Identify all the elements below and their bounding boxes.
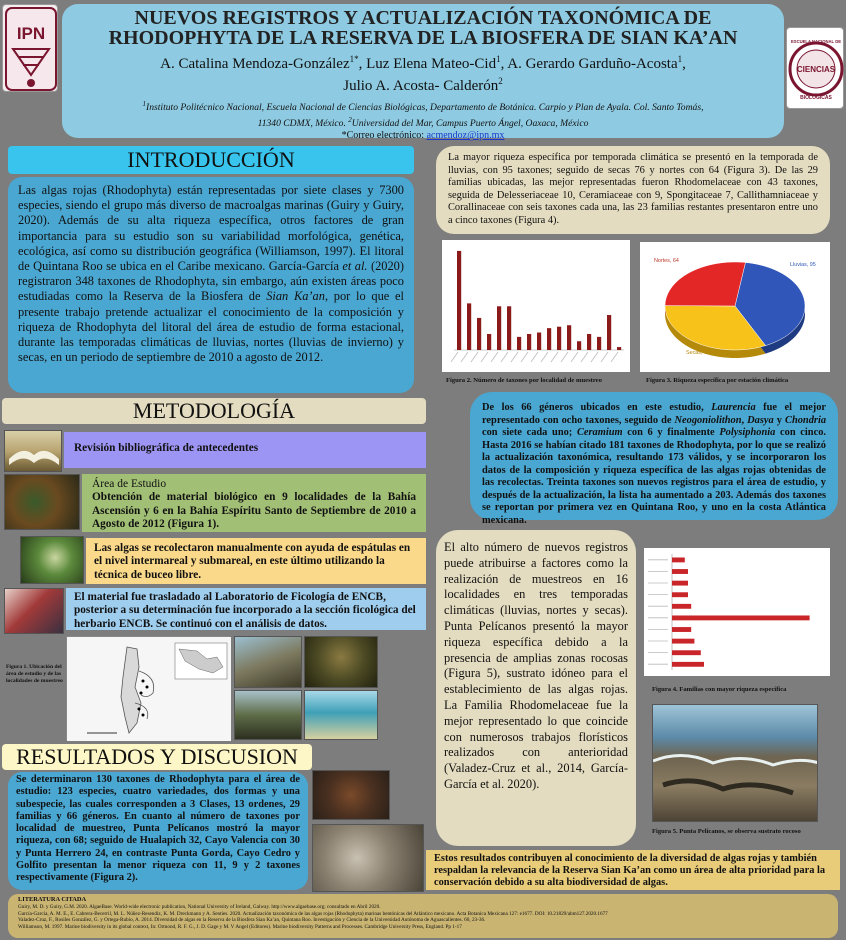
fig2-bar — [457, 251, 461, 350]
fig2-chart — [442, 240, 630, 372]
genus-polysiphonia: Polysiphonia — [719, 427, 776, 438]
fig3-caption — [646, 377, 836, 385]
affiliations — [72, 98, 774, 130]
fig2-bar — [507, 306, 511, 350]
fig2-tick-label — [451, 352, 458, 362]
literatura-box — [8, 894, 838, 938]
intro-title-box — [8, 146, 414, 174]
poster-title — [72, 8, 774, 48]
algae-collection-photo — [4, 474, 80, 530]
metodologia-title-box — [2, 398, 426, 424]
encb-logo-bottom: BIOLÓGICAS — [800, 95, 832, 101]
fig2-bar — [607, 315, 611, 350]
conclusion-body — [426, 850, 840, 890]
fig2-caption — [446, 377, 636, 385]
generos-text-6: con 6 y finalmente — [622, 427, 720, 438]
affil-2a: 11340 CDMX, México. — [257, 118, 349, 130]
study-area-map — [66, 636, 230, 740]
intro-text-2: (2020) registraron 348 taxones de Rhodophyta, sin embargo, aún existen áreas poco estudiadas como la Reserva de la Biosfera de — [18, 259, 405, 304]
encb-logo — [786, 27, 844, 109]
fig1-caption-text: Figura 1. Ubicación del área de estudio y de las localidades de muestreo — [6, 664, 63, 684]
fig3-chart — [640, 242, 830, 372]
resultados-title: RESULTADOS Y DISCUSION — [16, 744, 298, 769]
fig2-tick-label — [581, 352, 588, 362]
author-1-sup: 1* — [349, 54, 359, 64]
step-area-estudio — [82, 474, 426, 532]
resultados-title-box — [2, 744, 312, 770]
fig2-bar — [587, 334, 591, 350]
fig2-bar — [617, 347, 621, 350]
author-3-sup: 1 — [677, 54, 683, 64]
resultados-body — [8, 772, 308, 890]
field-photo-3 — [234, 690, 302, 740]
encb-logo-main: CIENCIAS — [796, 65, 836, 74]
fig2-bar — [477, 318, 481, 350]
intro-text-3: , por lo que el presente trabajo pretende actualizar el conocimiento de la composición y riqueza de Rhodophyta del litoral del área de estudio de forma estacional, durante las temporadas climáticas de lluvias, nortes (lluvias de invierno) y secas, en un periodo de septiembre de 2010 a agosto de 2012. — [18, 289, 404, 365]
fig2-tick-label — [611, 352, 618, 362]
author-2: , Luz Elena Mateo-Cid — [358, 56, 497, 72]
authors — [72, 51, 774, 95]
fig3-label: Secas, 76 — [686, 350, 710, 356]
fig4-svg — [644, 548, 830, 676]
books-photo — [4, 430, 62, 472]
fig5-caption-text: Figura 5. Punta Pelícanos, se observa sustrato rocoso — [652, 828, 801, 835]
fig4-bar — [672, 557, 685, 562]
fig2-bar — [597, 337, 601, 350]
step-laboratorio-text: El material fue trasladado al Laboratorio de Ficología de ENCB, posterior a su determinación fue incorporado a la sección ficológica del herbario ENCB. Se continuó con el análisis de datos. — [74, 591, 416, 630]
fig2-tick-label — [481, 352, 488, 362]
fig3-label: Nortes, 64 — [654, 258, 679, 264]
fig2-tick-label — [511, 352, 518, 362]
step-area-estudio-text: Obtención de material biológico en 9 localidades de la Bahía Ascensión y 6 en la Bahía Espíritu Santo de Septiembre de 2010 a Agosto de 2012 (Figura 1). — [92, 491, 416, 531]
generos-text-1: De los 66 géneros ubicados en este estudio, — [482, 402, 712, 413]
author-3: , A. Gerardo Garduño-Acosta — [500, 56, 678, 72]
metodologia-title: METODOLOGÍA — [132, 398, 296, 423]
fig4-bar — [672, 569, 688, 574]
field-photo-1 — [234, 636, 302, 688]
generos-text-2: fue el mejor representado con ocho taxones, seguido de — [482, 402, 827, 426]
fig4-chart — [644, 548, 830, 676]
algae-photo-2 — [312, 824, 424, 892]
email-label: *Correo electrónico: — [341, 130, 427, 142]
fig2-tick-label — [461, 352, 468, 362]
fig2-tick-label — [471, 352, 478, 362]
encb-logo-top: ESCUELA NACIONAL DE — [790, 39, 842, 44]
affil-2b: Universidad del Mar, Campus Puerto Ángel, Oaxaca, México — [351, 118, 589, 130]
author-4: Julio A. Acosta- Calderón — [343, 78, 499, 94]
reference-item: Guiry, M. D. y Guiry, G.M. 2020. AlgaeBase. World-wide electronic publication, National University of Ireland, Galway. http://www.algaebase.org; consultado en Abril 2020. — [18, 904, 381, 910]
riqueza-body — [436, 146, 830, 234]
fig2-bar — [567, 325, 571, 350]
fig2-bar — [527, 334, 531, 350]
generos-text-3: , — [741, 414, 748, 426]
author-2-sup: 1 — [496, 54, 501, 64]
generos-body — [470, 392, 838, 526]
fig2-bar — [467, 303, 471, 350]
fig4-caption — [652, 686, 832, 694]
intro-title: INTRODUCCIÓN — [127, 147, 295, 172]
step-area-estudio-title: Área de Estudio — [92, 478, 167, 490]
genus-ceramium: Ceramium — [576, 427, 623, 438]
reference-item: Williamson, M. 1997. Marine biodiversity in its global context, In: Ormond, R. F. G., J. D. Gage y M. V Angel (Editores). Marine biodiversity Patterns and Processes. Cambridge University Press, England. Pp 1-17 — [18, 923, 462, 930]
reference-item: García-García, A. M. E., E. Cabrera-Becerril, M. L. Núñez-Resendiz, K. M. Dreckmann y A. Sentíes. 2020. Actualización taxonómica de las algas rojas (Rhodophyta) marinas bentónicas del Atlántico mexicano. Acta Botanica Mexicana 127: e1677. DOI: 10.21829/abm127.2020.1677 — [18, 910, 608, 917]
generos-text-4: y — [773, 414, 786, 426]
fig3-caption-text: Figura 3. Riqueza específica por estación climática — [646, 377, 789, 384]
ipn-logo-text: IPN — [16, 24, 46, 43]
step-bibliografia — [64, 432, 426, 468]
alto-text: El alto número de nuevos registros puede atribuirse a factores como la realización de muestreos en 16 localidades en tres temporadas climáticas (lluvias, nortes y secas). Punta Pelícanos presentó la mayor riqueza específica debido a la presencia de amplias zonas rocosas (Figura 5), sustrato idóneo para el establecimiento de las algas rojas. La Familia Rhodomelaceae fue la mejor representado lo que coincide con numerosos trabajos florísticos realizados con anterioridad (Valadez-Cruz et al., 2014, García-García et al. 2020). — [444, 540, 628, 791]
step-bibliografia-text: Revisión bibliográfica de antecedentes — [74, 442, 259, 454]
intro-text-1: Las algas rojas (Rhodophyta) están representadas por siete clases y 7300 especies, siendo el grupo más diverso de macroalgas marinas (Guiry y Guiry, 2020). Además de su alta riqueza específica, otros factores de gran importancia para su estudio son su variabilidad morfológica, genética, ecológica, así como su distribución geográfica (Williamson, 1997). El litoral de Quintana Roo se ubica en el Caribe mexicano. García-García — [18, 183, 404, 274]
fig4-bar — [672, 615, 810, 620]
fig2-bar — [577, 341, 581, 350]
poster-header — [62, 4, 784, 142]
fig2-tick-label — [601, 352, 608, 362]
algae-photo-1 — [312, 770, 390, 820]
step-recoleccion-text: Las algas se recolectaron manualmente con ayuda de espátulas en el nivel intermareal y submareal, en este último utilizando la técnica de buceo libre. — [94, 542, 411, 581]
email-line — [72, 130, 774, 142]
title-line-2: RHODOPHYTA DE LA RESERVA DE LA BIOSFERA DE SIAN KA’AN — [108, 27, 738, 49]
author-comma: , — [682, 56, 686, 72]
punta-pelicanos-photo — [652, 704, 818, 822]
genus-dasya: Dasya — [747, 414, 774, 426]
fig2-tick-label — [541, 352, 548, 362]
title-line-1: NUEVOS REGISTROS Y ACTUALIZACIÓN TAXONÓMICA DE — [134, 7, 712, 29]
fig2-tick-label — [571, 352, 578, 362]
fig2-caption-text: Figura 2. Número de taxones por localidad de muestreo — [446, 377, 602, 384]
intro-body — [8, 177, 414, 393]
fig4-bar — [672, 592, 688, 597]
affil-2-sup: 2 — [348, 116, 352, 125]
fig5-caption — [652, 828, 832, 836]
fig2-svg — [442, 240, 630, 372]
alto-body — [436, 530, 636, 846]
step-laboratorio — [66, 588, 426, 630]
herbarium-photo — [4, 588, 64, 634]
fig2-bar — [557, 327, 561, 350]
fig2-tick-label — [501, 352, 508, 362]
fig3-label: Lluvias, 95 — [790, 262, 816, 268]
fig4-bar — [672, 639, 694, 644]
fig2-tick-label — [521, 352, 528, 362]
generos-text-5: con siete cada uno; — [482, 427, 577, 438]
fig1-caption — [6, 664, 64, 685]
literatura-list — [18, 904, 828, 930]
fig2-bar — [497, 306, 501, 350]
ipn-logo — [2, 4, 58, 92]
fig2-tick-label — [561, 352, 568, 362]
fig2-bar — [537, 333, 541, 350]
author-1: A. Catalina Mendoza-González — [160, 56, 350, 72]
literatura-title: LITERATURA CITADA — [18, 896, 87, 903]
author-4-sup: 2 — [498, 76, 503, 86]
affil-1-sup: 1 — [142, 100, 147, 108]
diving-photo — [20, 536, 84, 584]
intro-et-al: et al. — [342, 259, 368, 274]
conclusion-text: Estos resultados contribuyen al conocimiento de la diversidad de algas rojas y también respaldan la relevancia de la Reserva Sian Ka’an como un área de alta prioridad para la conservación debido a su alta biodiversidad de algas. — [434, 853, 826, 889]
fig2-tick-label — [591, 352, 598, 362]
fig2-bar — [547, 328, 551, 350]
field-photo-2 — [304, 636, 378, 688]
genus-neogoniolithon: Neogoniolithon — [674, 414, 742, 426]
fig4-caption-text: Figura 4. Familias con mayor riqueza específica — [652, 686, 787, 693]
fig2-tick-label — [491, 352, 498, 362]
riqueza-text: La mayor riqueza específica por temporada climática se presentó en la temporada de lluvias, con 95 taxones; seguido de secas 76 y nortes con 64 (Figura 3). De las 29 familias ubicadas, las mejor representadas fueron Rhodomelaceae con 43 taxones, seguida de Delesseriaceae 10, Ceramiaceae con 9, Spongitaceae 7, Callithamniaceae y Corallinaceae con seis taxones cada una, las 23 familias restantes presentaron entre uno a cinco taxones (Figura 4). — [448, 152, 818, 226]
fig4-bar — [672, 581, 688, 586]
fig3-slice — [665, 262, 745, 306]
fig4-bar — [672, 650, 701, 655]
affil-1: Instituto Politécnico Nacional, Escuela Nacional de Ciencias Biológicas, Departamento de Botánica. Carpio y Plan de Ayala. Col. Santo Tomás, — [146, 102, 704, 114]
fig4-bar — [672, 627, 691, 632]
generos-text-7: con cinco. Hasta 2016 se habían citado 181 taxones de Rhodophyta, por lo que se realizó la actualización taxonómica, resultando 173 válidos, y se incorporaron los datos de la composición y riqueza específica de las algas rojas obtenidas de las recolectas. Treinta taxones son nuevos registros para el área de estudio, y después de la actualización, la lista ha aumentado a 203. Además dos taxones se reportan por primera vez en Quintana Roo, y uno en la costa Atlántica mexicana. — [482, 427, 826, 526]
fig4-bar — [672, 604, 691, 609]
fig4-bar — [672, 662, 704, 667]
email-link[interactable]: acmendoz@ipn.mx — [426, 130, 505, 142]
intro-sian: Sian Ka’an — [266, 289, 325, 304]
step-recoleccion — [86, 538, 426, 584]
field-photo-4 — [304, 690, 378, 740]
fig2-tick-label — [531, 352, 538, 362]
fig2-tick-label — [551, 352, 558, 362]
genus-laurencia: Laurencia — [711, 402, 756, 413]
fig2-bar — [487, 334, 491, 350]
resultados-text: Se determinaron 130 taxones de Rhodophyta para el área de estudio: 123 especies, cuatro variedades, dos formas y una subespecie, las cuales corresponden a 3 Clases, 13 ordenes, 29 familias y 66 géneros. En cuanto al número de taxones por localidad de muestreo, Punta Pelícanos mostró la mayor riqueza, con 68; seguido de Hualapich 32, Cayo Valencia con 30 y Punta Herrero 24, en contraste Punta Gorda, Cayo Cedro y Golfito presentan la menor riqueza con 11, 9 y 2 taxones respectivamente (Figura 2). — [16, 774, 300, 884]
fig3-svg — [640, 242, 830, 372]
genus-chondria: Chondria — [785, 414, 827, 426]
reference-item: Valadez-Cruz, F., Rosiles González, G. y Ortega-Rubio, A. 2014. Diversidad de algas en la Reserva de la Biosfera Sian Ka’an, Quintana Roo. Investigación y Ciencia de la Universidad Autónoma de Aguascalientes. 60, 23-36. — [18, 917, 486, 924]
fig2-bar — [517, 337, 521, 350]
